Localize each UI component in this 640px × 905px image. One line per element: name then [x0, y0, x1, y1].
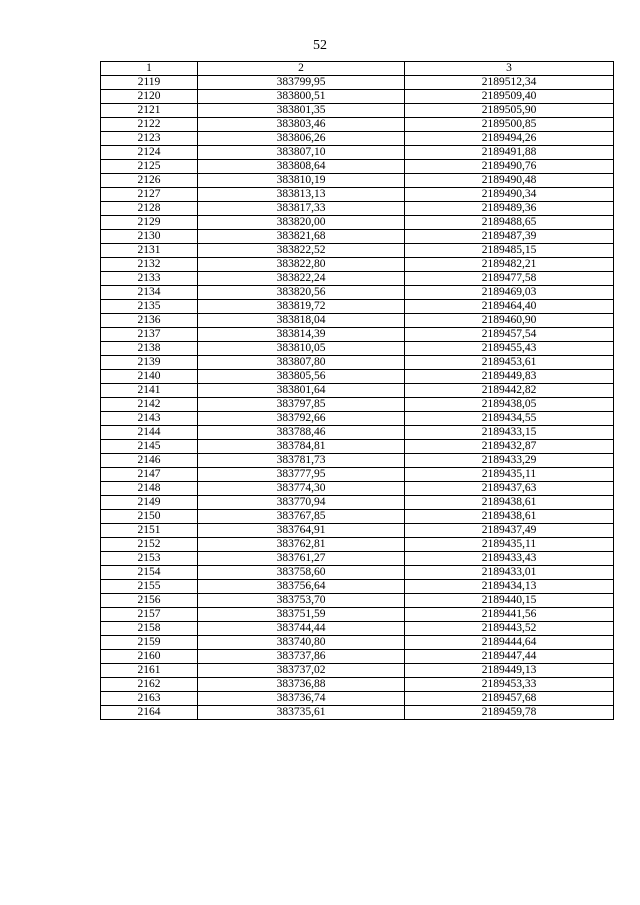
table-row [101, 580, 614, 594]
y-coordinate-cell: 2189457,54 [405, 328, 614, 342]
table-row [101, 76, 614, 90]
x-coordinate-cell: 383753,70 [198, 594, 405, 608]
point-number-cell: 2144 [101, 426, 198, 440]
point-number-cell: 2135 [101, 300, 198, 314]
point-number-cell: 2151 [101, 524, 198, 538]
x-coordinate-cell: 383781,73 [198, 454, 405, 468]
x-coordinate-cell: 383813,13 [198, 188, 405, 202]
page-number: 52 [313, 38, 327, 53]
x-coordinate-cell: 383810,19 [198, 174, 405, 188]
x-coordinate-cell: 383817,33 [198, 202, 405, 216]
x-coordinate-cell: 383807,80 [198, 356, 405, 370]
table-row [101, 608, 614, 622]
point-number-cell: 2158 [101, 622, 198, 636]
point-number-cell: 2157 [101, 608, 198, 622]
table-row [101, 216, 614, 230]
x-coordinate-cell: 383735,61 [198, 706, 405, 720]
x-coordinate-cell: 383821,68 [198, 230, 405, 244]
point-number-cell: 2156 [101, 594, 198, 608]
point-number-cell: 2126 [101, 174, 198, 188]
table-row [101, 482, 614, 496]
table-row [101, 524, 614, 538]
x-coordinate-cell: 383770,94 [198, 496, 405, 510]
table-row [101, 328, 614, 342]
table-row [101, 202, 614, 216]
x-coordinate-cell: 383803,46 [198, 118, 405, 132]
table-row [101, 552, 614, 566]
point-number-cell: 2149 [101, 496, 198, 510]
x-coordinate-cell: 383808,64 [198, 160, 405, 174]
table-row [101, 622, 614, 636]
table-row [101, 300, 614, 314]
x-coordinate-cell: 383801,64 [198, 384, 405, 398]
x-coordinate-cell: 383751,59 [198, 608, 405, 622]
x-coordinate-cell: 383740,80 [198, 636, 405, 650]
table-row [101, 538, 614, 552]
y-coordinate-cell: 2189464,40 [405, 300, 614, 314]
point-number-cell: 2122 [101, 118, 198, 132]
point-number-cell: 2164 [101, 706, 198, 720]
y-coordinate-cell: 2189453,61 [405, 356, 614, 370]
point-number-cell: 2152 [101, 538, 198, 552]
table-row [101, 258, 614, 272]
x-coordinate-cell: 383820,56 [198, 286, 405, 300]
table-row [101, 132, 614, 146]
table-row [101, 314, 614, 328]
column-header-3: 3 [405, 62, 614, 76]
x-coordinate-cell: 383758,60 [198, 566, 405, 580]
y-coordinate-cell: 2189490,34 [405, 188, 614, 202]
y-coordinate-cell: 2189459,78 [405, 706, 614, 720]
y-coordinate-cell: 2189490,76 [405, 160, 614, 174]
point-number-cell: 2155 [101, 580, 198, 594]
x-coordinate-cell: 383806,26 [198, 132, 405, 146]
point-number-cell: 2129 [101, 216, 198, 230]
table-row [101, 664, 614, 678]
point-number-cell: 2123 [101, 132, 198, 146]
point-number-cell: 2132 [101, 258, 198, 272]
y-coordinate-cell: 2189469,03 [405, 286, 614, 300]
y-coordinate-cell: 2189490,48 [405, 174, 614, 188]
point-number-cell: 2159 [101, 636, 198, 650]
x-coordinate-cell: 383799,95 [198, 76, 405, 90]
point-number-cell: 2154 [101, 566, 198, 580]
table-row [101, 426, 614, 440]
y-coordinate-cell: 2189457,68 [405, 692, 614, 706]
y-coordinate-cell: 2189449,83 [405, 370, 614, 384]
table-row [101, 454, 614, 468]
table-row [101, 104, 614, 118]
x-coordinate-cell: 383737,86 [198, 650, 405, 664]
y-coordinate-cell: 2189485,15 [405, 244, 614, 258]
x-coordinate-cell: 383800,51 [198, 90, 405, 104]
table-row [101, 678, 614, 692]
x-coordinate-cell: 383797,85 [198, 398, 405, 412]
x-coordinate-cell: 383818,04 [198, 314, 405, 328]
y-coordinate-cell: 2189512,34 [405, 76, 614, 90]
y-coordinate-cell: 2189477,58 [405, 272, 614, 286]
y-coordinate-cell: 2189438,05 [405, 398, 614, 412]
table-row [101, 90, 614, 104]
point-number-cell: 2160 [101, 650, 198, 664]
x-coordinate-cell: 383807,10 [198, 146, 405, 160]
table-row [101, 650, 614, 664]
point-number-cell: 2150 [101, 510, 198, 524]
y-coordinate-cell: 2189491,88 [405, 146, 614, 160]
table-body [101, 76, 614, 720]
x-coordinate-cell: 383819,72 [198, 300, 405, 314]
x-coordinate-cell: 383762,81 [198, 538, 405, 552]
point-number-cell: 2153 [101, 552, 198, 566]
y-coordinate-cell: 2189488,65 [405, 216, 614, 230]
header-row [101, 62, 614, 76]
point-number-cell: 2140 [101, 370, 198, 384]
point-number-cell: 2137 [101, 328, 198, 342]
y-coordinate-cell: 2189441,56 [405, 608, 614, 622]
point-number-cell: 2127 [101, 188, 198, 202]
x-coordinate-cell: 383820,00 [198, 216, 405, 230]
x-coordinate-cell: 383774,30 [198, 482, 405, 496]
point-number-cell: 2146 [101, 454, 198, 468]
y-coordinate-cell: 2189434,13 [405, 580, 614, 594]
table-row [101, 636, 614, 650]
x-coordinate-cell: 383822,80 [198, 258, 405, 272]
y-coordinate-cell: 2189482,21 [405, 258, 614, 272]
table-row [101, 118, 614, 132]
y-coordinate-cell: 2189438,61 [405, 510, 614, 524]
x-coordinate-cell: 383764,91 [198, 524, 405, 538]
y-coordinate-cell: 2189433,01 [405, 566, 614, 580]
point-number-cell: 2131 [101, 244, 198, 258]
point-number-cell: 2130 [101, 230, 198, 244]
point-number-cell: 2145 [101, 440, 198, 454]
table-row [101, 286, 614, 300]
column-header-2: 2 [198, 62, 405, 76]
table-row [101, 356, 614, 370]
point-number-cell: 2121 [101, 104, 198, 118]
y-coordinate-cell: 2189453,33 [405, 678, 614, 692]
x-coordinate-cell: 383814,39 [198, 328, 405, 342]
y-coordinate-cell: 2189455,43 [405, 342, 614, 356]
x-coordinate-cell: 383744,44 [198, 622, 405, 636]
y-coordinate-cell: 2189449,13 [405, 664, 614, 678]
table-row [101, 230, 614, 244]
y-coordinate-cell: 2189433,15 [405, 426, 614, 440]
y-coordinate-cell: 2189440,15 [405, 594, 614, 608]
point-number-cell: 2161 [101, 664, 198, 678]
x-coordinate-cell: 383767,85 [198, 510, 405, 524]
column-header-1: 1 [101, 62, 198, 76]
point-number-cell: 2138 [101, 342, 198, 356]
table-row [101, 188, 614, 202]
y-coordinate-cell: 2189460,90 [405, 314, 614, 328]
y-coordinate-cell: 2189434,55 [405, 412, 614, 426]
point-number-cell: 2139 [101, 356, 198, 370]
table-row [101, 160, 614, 174]
table-row [101, 174, 614, 188]
y-coordinate-cell: 2189438,61 [405, 496, 614, 510]
point-number-cell: 2143 [101, 412, 198, 426]
table-row [101, 412, 614, 426]
y-coordinate-cell: 2189432,87 [405, 440, 614, 454]
x-coordinate-cell: 383784,81 [198, 440, 405, 454]
table-header [101, 62, 614, 76]
table-row [101, 384, 614, 398]
table-row [101, 496, 614, 510]
y-coordinate-cell: 2189444,64 [405, 636, 614, 650]
y-coordinate-cell: 2189435,11 [405, 538, 614, 552]
point-number-cell: 2141 [101, 384, 198, 398]
table-row [101, 692, 614, 706]
point-number-cell: 2125 [101, 160, 198, 174]
y-coordinate-cell: 2189433,29 [405, 454, 614, 468]
point-number-cell: 2162 [101, 678, 198, 692]
y-coordinate-cell: 2189489,36 [405, 202, 614, 216]
y-coordinate-cell: 2189433,43 [405, 552, 614, 566]
y-coordinate-cell: 2189447,44 [405, 650, 614, 664]
point-number-cell: 2136 [101, 314, 198, 328]
x-coordinate-cell: 383756,64 [198, 580, 405, 594]
x-coordinate-cell: 383792,66 [198, 412, 405, 426]
x-coordinate-cell: 383788,46 [198, 426, 405, 440]
y-coordinate-cell: 2189494,26 [405, 132, 614, 146]
y-coordinate-cell: 2189435,11 [405, 468, 614, 482]
y-coordinate-cell: 2189437,63 [405, 482, 614, 496]
table-row [101, 398, 614, 412]
x-coordinate-cell: 383805,56 [198, 370, 405, 384]
y-coordinate-cell: 2189500,85 [405, 118, 614, 132]
table-row [101, 468, 614, 482]
y-coordinate-cell: 2189487,39 [405, 230, 614, 244]
x-coordinate-cell: 383736,74 [198, 692, 405, 706]
x-coordinate-cell: 383736,88 [198, 678, 405, 692]
y-coordinate-cell: 2189437,49 [405, 524, 614, 538]
table-row [101, 146, 614, 160]
table-row [101, 342, 614, 356]
table-row [101, 510, 614, 524]
table-row [101, 594, 614, 608]
table-row [101, 244, 614, 258]
table-row [101, 272, 614, 286]
table-row [101, 440, 614, 454]
point-number-cell: 2142 [101, 398, 198, 412]
point-number-cell: 2128 [101, 202, 198, 216]
x-coordinate-cell: 383761,27 [198, 552, 405, 566]
x-coordinate-cell: 383810,05 [198, 342, 405, 356]
y-coordinate-cell: 2189509,40 [405, 90, 614, 104]
table-row [101, 566, 614, 580]
y-coordinate-cell: 2189443,52 [405, 622, 614, 636]
point-number-cell: 2163 [101, 692, 198, 706]
point-number-cell: 2120 [101, 90, 198, 104]
x-coordinate-cell: 383822,24 [198, 272, 405, 286]
point-number-cell: 2134 [101, 286, 198, 300]
table-row [101, 706, 614, 720]
x-coordinate-cell: 383737,02 [198, 664, 405, 678]
x-coordinate-cell: 383777,95 [198, 468, 405, 482]
point-number-cell: 2148 [101, 482, 198, 496]
point-number-cell: 2133 [101, 272, 198, 286]
x-coordinate-cell: 383801,35 [198, 104, 405, 118]
y-coordinate-cell: 2189442,82 [405, 384, 614, 398]
point-number-cell: 2119 [101, 76, 198, 90]
point-number-cell: 2124 [101, 146, 198, 160]
y-coordinate-cell: 2189505,90 [405, 104, 614, 118]
coordinates-table [100, 61, 614, 720]
table-row [101, 370, 614, 384]
point-number-cell: 2147 [101, 468, 198, 482]
x-coordinate-cell: 383822,52 [198, 244, 405, 258]
